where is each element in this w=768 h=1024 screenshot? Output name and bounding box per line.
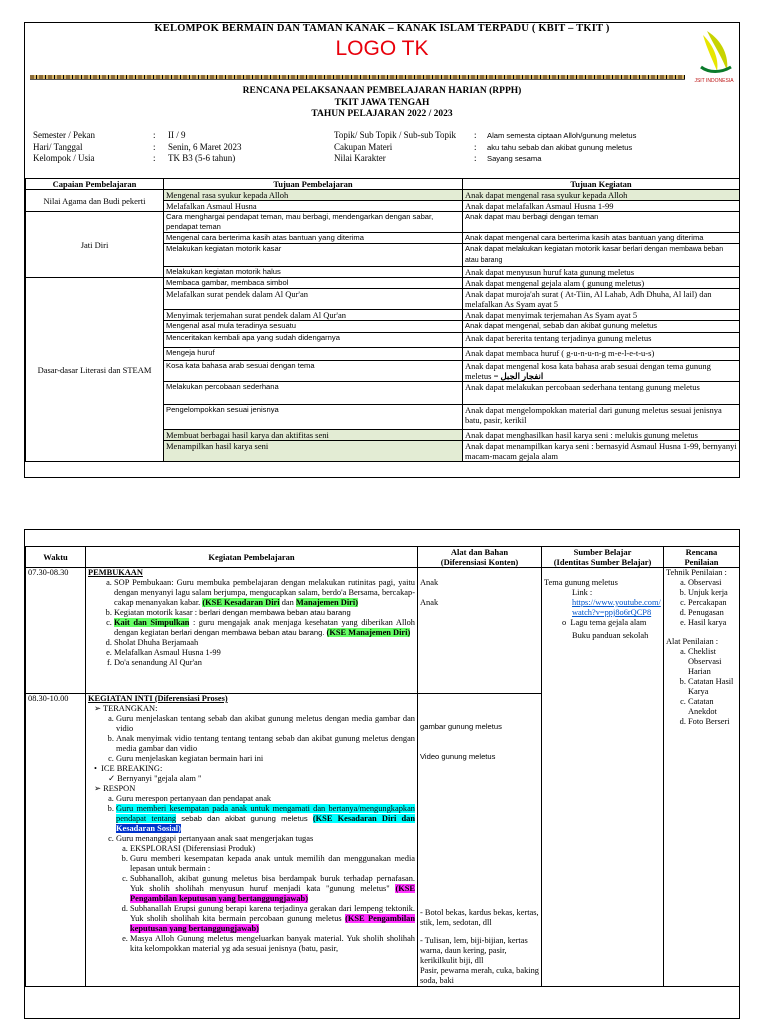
- kse-badge: (KSE Kesadaran Diri: [202, 598, 280, 607]
- rencana-penilaian-cell: [664, 568, 740, 987]
- tujuan-kegiatan-extra: berlari dengan membawa beban atau barang: [465, 246, 724, 264]
- tujuan-pembelajaran-cell: Menyimak terjemahan surat pendek dalam Al Qur'an: [164, 310, 463, 321]
- meta-value: Senin, 6 Maret 2023: [168, 141, 242, 152]
- alat-penilaian-item: d. Foto Berseri: [688, 717, 737, 727]
- tujuan-pembelajaran-cell: Melakukan kegiatan motorik halus: [164, 267, 463, 278]
- item-text: : guru mengajak anak menjaga kesehatan yang diberikan Alloh dengan kegiatan: [114, 618, 415, 637]
- item-label: Kait dan Simpulkan: [114, 618, 190, 627]
- alat-cell: [418, 694, 542, 987]
- kse-badge: (KSE Manajemen Diri): [326, 628, 411, 637]
- alat-penilaian-item: a. Cheklist Observasi Harian: [688, 647, 737, 677]
- alat-item: [420, 908, 539, 928]
- arabic-term: انفجار الجبل: [500, 371, 544, 381]
- eksplorasi-list: [88, 844, 415, 954]
- sumber-link-label: Link :: [572, 588, 593, 597]
- tujuan-pembelajaran-cell: Kosa kata bahasa arab sesuai dengan tema: [164, 361, 463, 382]
- tujuan-kegiatan-cell: Anak dapat mau berbagi dengan teman: [463, 212, 740, 233]
- kse-badge: Manajemen Diri): [295, 598, 358, 607]
- alat-item: gambar gunung meletus: [420, 722, 502, 731]
- time-cell: 07.30-08.30: [26, 568, 86, 694]
- rpph-heading: [25, 86, 739, 121]
- tujuan-kegiatan-text: Anak dapat mengenal kosa kata bahasa arab sesuai dengan tema gunung meletus =: [465, 361, 711, 381]
- tujuan-kegiatan-cell: Anak dapat mengenal rasa syukur kepada Alloh: [463, 190, 740, 201]
- tujuan-kegiatan-cell: Anak dapat menyusun huruf kata gunung meletus: [463, 267, 740, 278]
- header-sumber: [542, 547, 664, 568]
- alat-item: [420, 936, 539, 966]
- alat-item: Video gunung meletus: [420, 752, 496, 761]
- tujuan-pembelajaran-cell: Membuat berbagai hasil karya dan aktifitas seni: [164, 430, 463, 441]
- rpph-year: TAHUN PELAJARAN 2022 / 2023: [311, 109, 453, 119]
- meta-colon: :: [474, 130, 477, 140]
- tujuan-kegiatan-cell: Anak dapat menghasilkan hasil karya seni : melukis gunung meletus: [463, 430, 740, 441]
- tujuan-kegiatan-cell: Anak dapat mengenal gejala alam ( gunung meletus): [463, 278, 740, 289]
- capaian-cell: Nilai Agama dan Budi pekerti: [26, 190, 164, 212]
- alat-item-text: Botol bekas, kardus bekas, kertas, stik, lem, sedotan, dll: [420, 908, 539, 927]
- tujuan-pembelajaran-cell: Pengelompokkan sesuai jenisnya: [164, 405, 463, 430]
- jsit-logo: [693, 27, 735, 85]
- meta-colon: :: [474, 153, 477, 163]
- sumber-cell: [542, 568, 664, 987]
- rpph-subtitle: TKIT JAWA TENGAH: [334, 97, 430, 108]
- terangkan-label: TERANGKAN:: [102, 704, 158, 713]
- tujuan-kegiatan-cell: Anak dapat mengelompokkan material dari gunung meletus sesuai jenisnya batu, pasir, kerikil: [463, 405, 740, 430]
- youtube-link[interactable]: https://www.youtube.com/watch?v=ppj8o6rQCP8: [572, 598, 661, 617]
- list-item: [116, 804, 415, 834]
- section-heading: KEGIATAN INTI (Diferensiasi Proses): [88, 694, 228, 703]
- header-sumber-sub: (Identitas Sumber Belajar): [553, 557, 652, 567]
- alat-item: Anak: [420, 598, 439, 607]
- tujuan-pembelajaran-cell: Menceritakan kembali apa yang sudah didengarnya: [164, 333, 463, 348]
- sumber-title: Tema gunung meletus: [544, 578, 618, 587]
- kegiatan-inti: [86, 694, 418, 987]
- sumber-lagu: [544, 618, 661, 628]
- kegiatan-pembukaan: [86, 568, 418, 694]
- header-rencana-sub: Penilaian: [684, 557, 719, 567]
- tujuan-pembelajaran-cell: Mengenal rasa syukur kepada Alloh: [164, 190, 463, 201]
- header-tujuan-pembelajaran: Tujuan Pembelajaran: [164, 179, 463, 190]
- list-item: b. Anak menyimak vidio tentang tentang tentang sebab dan akibat gunung meletus dengan media gambar dan vidio: [116, 734, 415, 754]
- tujuan-pembelajaran-cell: Membaca gambar, membaca simbol: [164, 278, 463, 289]
- ice-item-text: Bernyanyi "gejala alam ": [117, 774, 202, 783]
- header-rencana-title: Rencana: [685, 547, 718, 557]
- decorative-border-line: [30, 79, 685, 80]
- item-extra: sebab dan akibat gunung meletus: [176, 814, 308, 823]
- teknik-item: d. Penugasan: [688, 608, 737, 618]
- alat-penilaian-item: c. Catatan Anekdot: [688, 697, 737, 717]
- meta-label: Cakupan Materi: [334, 141, 393, 152]
- kse-badge: (KSE Pengambilan keputusan yang bertanggungjawab): [130, 884, 415, 903]
- item-text: Kegiatan motorik kasar :: [114, 608, 198, 617]
- respon-label: RESPON: [103, 784, 136, 793]
- meta-label: Hari/ Tanggal: [33, 141, 83, 152]
- tujuan-kegiatan-cell: Anak dapat melafalkan Asmaul Husna 1-99: [463, 201, 740, 212]
- alat-penilaian-label: Alat Penilaian :: [666, 637, 719, 646]
- logo-placeholder: LOGO TK: [335, 37, 429, 60]
- rpph-page-1: [24, 22, 740, 478]
- header-alat-sub: (Diferensiasi Konten): [440, 557, 519, 567]
- activities-table: [25, 546, 740, 987]
- section-heading: PEMBUKAAN: [88, 568, 143, 577]
- tujuan-kegiatan-cell: Anak dapat muroja'ah surat ( At-Tiin, Al Lahab, Adh Dhuha, Al lail) dan melafalkan As Syam ayat 5: [463, 289, 740, 310]
- list-item: b. Guru memberi kesempatan kepada anak untuk memilih dan menggunakan media lepasan untuk bermain :: [130, 854, 415, 874]
- tujuan-pembelajaran-cell: Melafalkan surat pendek dalam Al Qur'an: [164, 289, 463, 310]
- time-cell: 08.30-10.00: [26, 694, 86, 987]
- item-text: SOP Pembukaan: Guru membuka pembelajaran dengan melakukan rutinitas pagi, yaitu dengan menyanyi lagu salam berjumpa, mengucapkan salam, berdo'a Bersama, bercakap-cakap menanyakan kabar.: [114, 578, 415, 607]
- tujuan-pembelajaran-cell: Melakukan percobaan sederhana: [164, 382, 463, 405]
- header-alat: [418, 547, 542, 568]
- meta-label: Kelompok / Usia: [33, 153, 95, 163]
- header-rencana: [664, 547, 740, 568]
- list-item: c. Guru menjelaskan kegiatan bermain hari ini: [116, 754, 415, 764]
- tujuan-kegiatan-text: Anak dapat melakukan kegiatan motorik kasar: [465, 244, 621, 253]
- teknik-item: e. Hasil karya: [688, 618, 737, 628]
- rpph-page-2: [24, 529, 740, 1019]
- header-capaian: Capaian Pembelajaran: [26, 179, 164, 190]
- tujuan-kegiatan-cell: Anak dapat membaca huruf ( g-u-n-u-n-g m-e-l-e-t-u-s): [463, 348, 740, 361]
- tujuan-pembelajaran-cell: Menampilkan hasil karya seni: [164, 441, 463, 462]
- item-text: dan: [279, 598, 294, 607]
- meta-colon: :: [153, 130, 156, 140]
- list-item: [114, 618, 415, 638]
- meta-value: Alam semesta ciptaan Alloh/gunung meletus: [487, 131, 637, 140]
- header-tujuan-kegiatan: Tujuan Kegiatan: [463, 179, 740, 190]
- sumber-lagu-text: Lagu tema gejala alam: [570, 618, 647, 627]
- respon-heading: [88, 784, 415, 794]
- meta-value: aku tahu sebab dan akibat gunung meletus: [487, 142, 633, 152]
- alat-item: Pasir, pewarna merah, cuka, baking soda, baki: [420, 966, 539, 985]
- list-item: e. Masya Alloh Gunung meletus mengeluarkan banyak material. Yuk sholih sholihah kita kelompokkan material yg ada sesuai jenisnya (batu, pasir,: [130, 934, 415, 954]
- pembukaan-list: [88, 578, 415, 668]
- tujuan-kegiatan-cell: Anak dapat mengenal cara berterima kasih atas bantuan yang diterima: [463, 233, 740, 244]
- terangkan-heading: [88, 704, 415, 714]
- list-item: c. Guru menanggapi pertanyaan anak saat mengerjakan tugas: [116, 834, 415, 844]
- rpph-title: RENCANA PELAKSANAAN PEMBELAJARAN HARIAN (RPPH): [242, 86, 522, 96]
- tujuan-kegiatan-cell: Anak dapat menyimak terjemahan As Syam ayat 5: [463, 310, 740, 321]
- list-item: d. Sholat Dhuha Berjamaah: [114, 638, 415, 648]
- kse-badge: (KSE Kesadaran Diri dan: [312, 814, 416, 823]
- dash-bullet: -: [420, 908, 425, 917]
- dash-bullet: -: [420, 936, 425, 945]
- circle-bullet-icon: o: [562, 618, 571, 627]
- item-extra: berlari dengan membawa beban atau barang: [197, 608, 351, 617]
- teknik-item: c. Percakapan: [688, 598, 737, 608]
- terangkan-list: [88, 714, 415, 764]
- ice-label: ICE BREAKING:: [101, 764, 163, 773]
- tujuan-pembelajaran-cell: Melafalkan Asmaul Husna: [164, 201, 463, 212]
- tujuan-pembelajaran-cell: Mengenal cara berterima kasih atas bantuan yang diterima: [164, 233, 463, 244]
- item-text: Subhanallah Erupsi gunung berapi karena terjadinya gerakan dari lempeng tektonik. Yuk sholih sholihah kita bermain percobaan gunung meletus: [130, 904, 415, 923]
- meta-colon: :: [153, 153, 156, 163]
- ice-breaking: [88, 764, 415, 774]
- header-alat-title: Alat dan Bahan: [450, 547, 509, 557]
- tujuan-pembelajaran-cell: Melakukan kegiatan motorik kasar: [164, 244, 463, 267]
- sumber-buku: Buku panduan sekolah: [572, 631, 649, 640]
- list-item: [130, 844, 415, 854]
- tujuan-kegiatan-cell: [463, 244, 740, 267]
- learning-objectives-table: [25, 178, 740, 462]
- list-item: [114, 578, 415, 608]
- tujuan-kegiatan-cell: Anak dapat mengenal, sebab dan akibat gunung meletus: [463, 321, 740, 333]
- alat-penilaian-item: b. Catatan Hasil Karya: [688, 677, 737, 697]
- arrow-bullet-icon: ➢: [94, 704, 103, 713]
- tujuan-pembelajaran-cell: Mengeja huruf: [164, 348, 463, 361]
- eksplorasi-heading: EKSPLORASI (Diferensiasi Produk): [130, 844, 256, 853]
- meta-value: TK B3 (5-6 tahun): [168, 153, 236, 163]
- teknik-label: Tehnik Penilaian :: [666, 568, 727, 577]
- header-sumber-title: Sumber Belajar: [573, 547, 632, 557]
- capaian-cell: Dasar-dasar Literasi dan STEAM: [26, 278, 164, 462]
- header-waktu: Waktu: [26, 547, 86, 568]
- meta-label: Nilai Karakter: [334, 153, 386, 163]
- teknik-list: [666, 578, 737, 628]
- list-item: [130, 904, 415, 934]
- meta-value: Sayang sesama: [487, 154, 542, 163]
- teknik-item: b. Unjuk kerja: [688, 588, 737, 598]
- check-icon: ✓: [108, 774, 118, 783]
- kse-badge: Kesadaran Sosial): [116, 824, 181, 833]
- alat-penilaian-list: [666, 647, 737, 727]
- ice-item: [88, 774, 415, 784]
- tujuan-kegiatan-cell: Anak dapat bererita tentang terjadinya gunung meletus: [463, 333, 740, 348]
- item-text: Guru memberi kesempatan pada anak untuk mengamati dan bertanya/mengungkapkan pendapat tentang: [116, 804, 415, 823]
- alat-item-text: Tulisan, lem, biji-bijian, kertas warna, daun kering, pasir, kerikilkulit biji, dll: [420, 936, 528, 965]
- school-title: KELOMPOK BERMAIN DAN TAMAN KANAK – KANAK ISLAM TERPADU ( KBIT – TKIT ): [154, 23, 610, 34]
- meta-colon: :: [153, 141, 156, 152]
- list-item: f. Do'a senandung Al Qur'an: [114, 658, 415, 668]
- tujuan-kegiatan-cell: [463, 361, 740, 382]
- list-item: [114, 608, 415, 618]
- alat-cell: [418, 568, 542, 694]
- header-kegiatan: Kegiatan Pembelajaran: [86, 547, 418, 568]
- tujuan-pembelajaran-cell: Cara menghargai pendapat teman, mau berbagi, mendengarkan dengan sabar, pendapat teman: [164, 212, 463, 233]
- jsit-label: JSIT INDONESIA: [694, 78, 734, 84]
- list-item: a. Guru menjelaskan tentang sebab dan akibat gunung meletus dengan media gambar dan vidio: [116, 714, 415, 734]
- teknik-item: a. Observasi: [688, 578, 737, 588]
- tujuan-kegiatan-cell: Anak dapat melakukan percobaan sederhana tentang gunung meletus: [463, 382, 740, 405]
- item-extra: berlari dengan membawa beban atau barang.: [168, 628, 325, 637]
- item-text: Subhanalloh, akibat gunung meletus bisa berdampak buruk terhadap pernafasan. Yuk sholih sholihah menyusun huruf menjadi kata "gunung meletus": [130, 874, 415, 893]
- meta-value: II / 9: [168, 130, 186, 140]
- list-item: [130, 874, 415, 904]
- list-item: a. Guru merespon pertanyaan dan pendapat anak: [116, 794, 415, 804]
- dot-bullet-icon: •: [94, 764, 102, 773]
- capaian-cell: Jati Diri: [26, 212, 164, 278]
- kse-badge: (KSE Pengambilan keputusan yang bertanggungjawab): [130, 914, 415, 933]
- tujuan-kegiatan-cell: Anak dapat menampilkan karya seni : bernasyid Asmaul Husna 1-99, bernyanyi macam-macam gejala alam: [463, 441, 740, 462]
- arrow-bullet-icon: ➢: [94, 784, 104, 793]
- meta-colon: :: [474, 141, 477, 152]
- list-item: e. Melafalkan Asmaul Husna 1-99: [114, 648, 415, 658]
- alat-item: Anak: [420, 578, 439, 587]
- meta-label: Topik/ Sub Topik / Sub-sub Topik: [334, 130, 457, 140]
- respon-list: [88, 794, 415, 844]
- meta-label: Semester / Pekan: [33, 130, 95, 140]
- tujuan-pembelajaran-cell: Mengenal asal mula teradinya sesuatu: [164, 321, 463, 333]
